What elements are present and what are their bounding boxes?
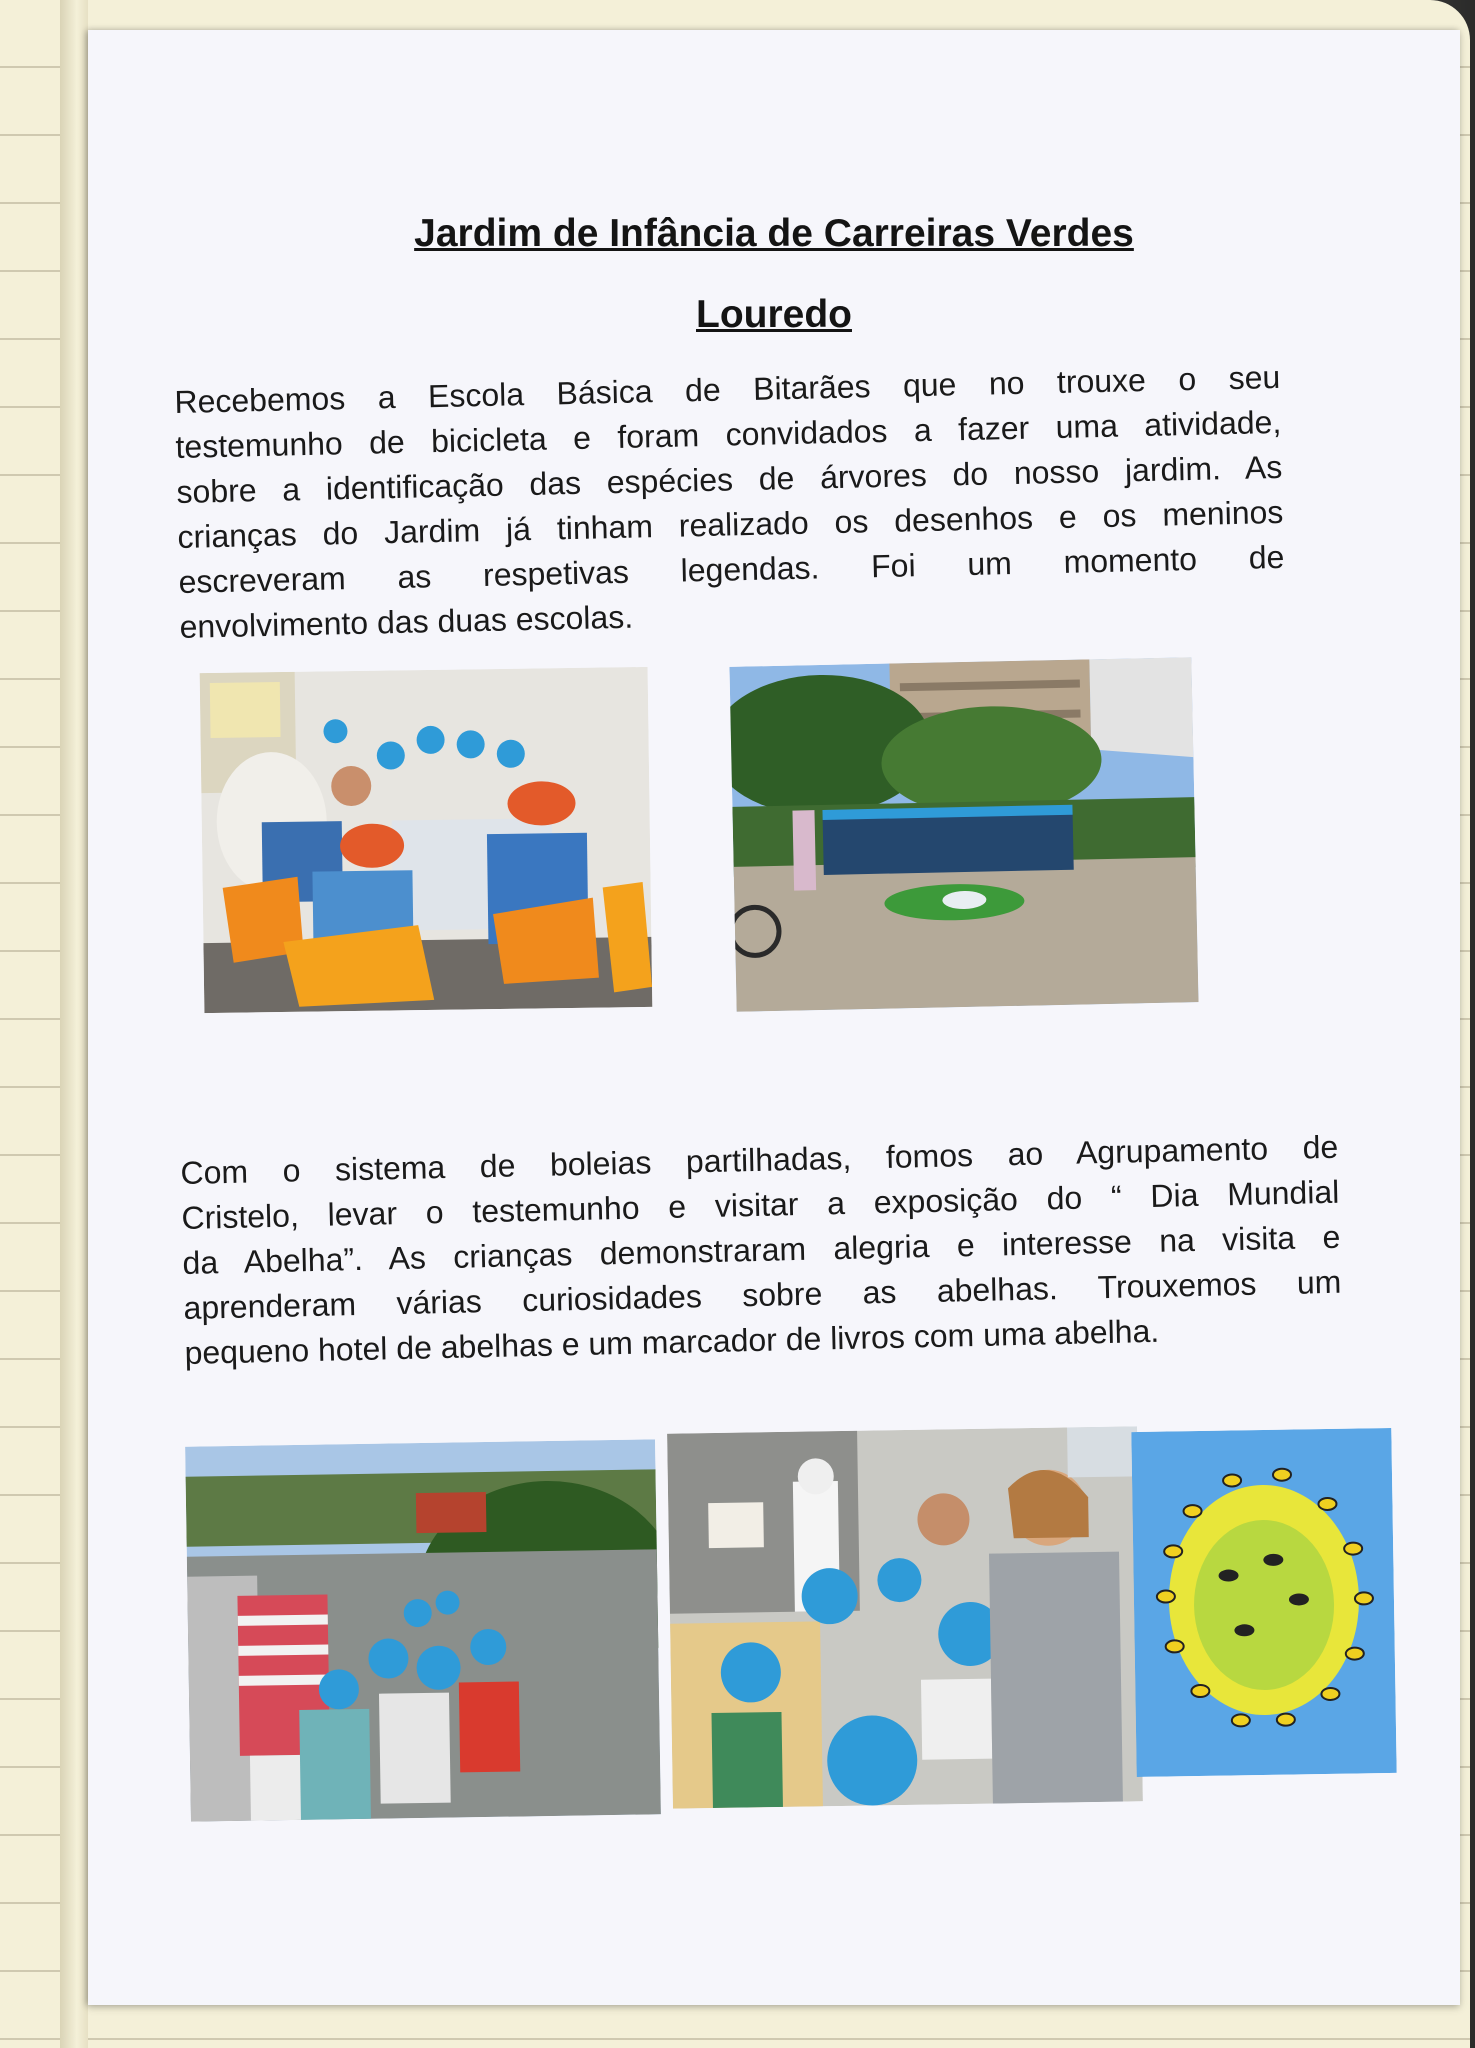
paragraph2-line: pequeno hotel de abelhas e um marcador de livros com uma abelha. (184, 1312, 1160, 1371)
paragraph1-line: envolvimento das duas escolas. (179, 598, 634, 645)
paragraph2-line: da Abelha”. As crianças demonstraram alegria e interesse na visita e (182, 1218, 1341, 1281)
paragraph1-line: Recebemos a Escola Básica de Bitarães que no trouxe o seu (174, 358, 1281, 420)
paragraph1-line: crianças do Jardim já tinham realizado os desenhos e os meninos (177, 493, 1284, 555)
photo-group-with-flag (729, 657, 1198, 1012)
bee-drawing (1131, 1428, 1396, 1777)
paragraph2-line: Com o sistema de boleias partilhadas, fomos ao Agrupamento de (180, 1128, 1339, 1191)
page-title: Jardim de Infância de Carreiras Verdes (414, 212, 1134, 255)
paragraph-2 (180, 1125, 1343, 1376)
paragraph2-line: Cristelo, levar o testemunho e visitar a exposição do “ Dia Mundial (181, 1173, 1340, 1236)
paragraph1-line: escreveram as respetivas legendas. Foi um momento de (178, 538, 1285, 600)
page-subtitle: Louredo (696, 293, 852, 336)
printed-page (88, 30, 1460, 2005)
photo-children-walking (185, 1439, 661, 1821)
notebook-binding (60, 0, 88, 2048)
paragraph1-line: sobre a identificação das espécies de árvores do nosso jardim. As (176, 448, 1283, 510)
paragraph2-line: aprenderam várias curiosidades sobre as abelhas. Trouxemos um (183, 1263, 1342, 1326)
paragraph1-line: testemunho de bicicleta e foram convidados a fazer uma atividade, (175, 403, 1282, 465)
paragraph-1 (174, 355, 1286, 650)
photo-children-table (200, 667, 653, 1013)
photo-bee-exhibition (667, 1426, 1143, 1808)
